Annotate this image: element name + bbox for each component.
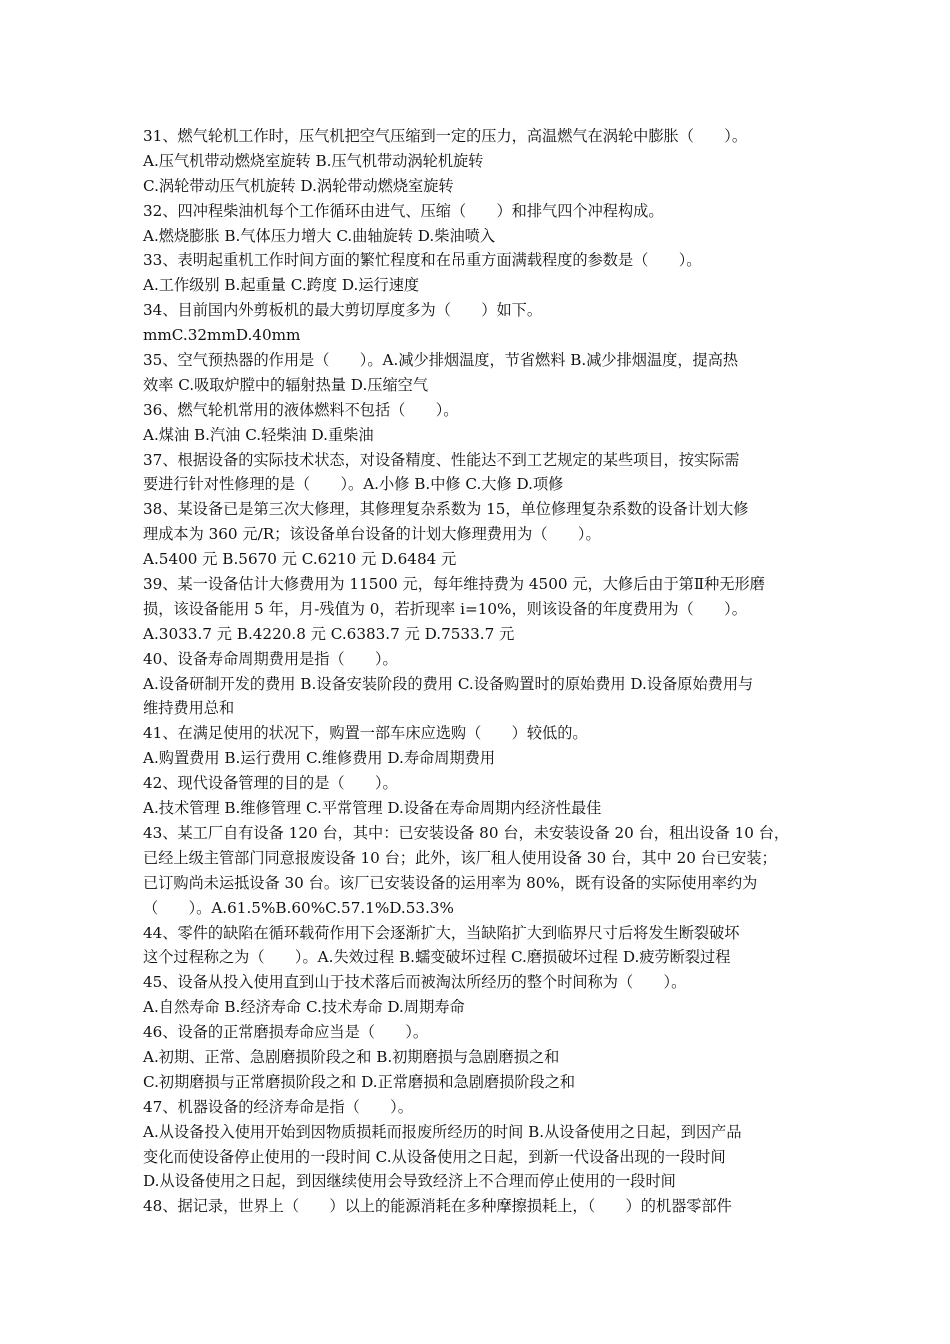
text-line: 已订购尚未运抵设备 30 台。该厂已安装设备的运用率为 80%，既有设备的实际使用率约为 bbox=[143, 873, 758, 892]
text-line: A.燃烧膨胀 B.气体压力增大 C.曲轴旋转 D.柴油喷入 bbox=[143, 226, 496, 245]
text-line: A.压气机带动燃烧室旋转 B.压气机带动涡轮机旋转 bbox=[143, 151, 484, 170]
text-line: 已经上级主管部门同意报废设备 10 台；此外，该厂租人使用设备 30 台，其中 20 台已安装； bbox=[143, 848, 777, 867]
text-line: 维持费用总和 bbox=[143, 699, 235, 718]
text-line: A.购置费用 B.运行费用 C.维修费用 D.寿命周期费用 bbox=[143, 749, 496, 768]
text-line: 37、根据设备的实际技术状态，对设备精度、性能达不到工艺规定的某些项目，按实际需 bbox=[143, 450, 740, 469]
text-line: 47、机器设备的经济寿命是指（ ）。 bbox=[143, 1097, 413, 1116]
text-line: A.设备研制开发的费用 B.设备安装阶段的费用 C.设备购置时的原始费用 D.设备原始费用与 bbox=[143, 674, 754, 693]
text-line: A.初期、正常、急剧磨损阶段之和 B.初期磨损与急剧磨损之和 bbox=[143, 1047, 560, 1066]
text-line: mmC.32mmD.40mm bbox=[143, 326, 301, 345]
text-line: 36、燃气轮机常用的液体燃料不包括（ ）。 bbox=[143, 400, 459, 419]
text-line: A.3033.7 元 B.4220.8 元 C.6383.7 元 D.7533.7 元 bbox=[143, 624, 515, 643]
text-line: 理成本为 360 元/R；该设备单台设备的计划大修理费用为（ ）。 bbox=[143, 525, 601, 544]
text-line: 34、目前国内外剪板机的最大剪切厚度多为（ ）如下。 bbox=[143, 301, 543, 320]
text-line: 45、设备从投入使用直到山于技术落后而被淘汰所经历的整个时间称为（ ）。 bbox=[143, 973, 687, 992]
text-line: A.从设备投入使用开始到因物质损耗而报废所经历的时间 B.从设备使用之日起，到因产品 bbox=[143, 1122, 742, 1141]
text-line: C.初期磨损与正常磨损阶段之和 D.正常磨损和急剧磨损阶段之和 bbox=[143, 1072, 576, 1091]
text-line: 31、燃气轮机工作时，压气机把空气压缩到一定的压力，高温燃气在涡轮中膨胀（ ）。 bbox=[143, 127, 748, 145]
text-line: （ ）。A.61.5%B.60%C.57.1%D.53.3% bbox=[143, 898, 454, 917]
text-line: A.工作级别 B.起重量 C.跨度 D.运行速度 bbox=[143, 276, 420, 295]
text-line: 损，该设备能用 5 年，月-残值为 0，若折现率 i=10%，则该设备的年度费用为（ ）。 bbox=[143, 599, 747, 618]
text-line: 变化而使设备停止使用的一段时间 C.从设备使用之日起，到新一代设备出现的一段时间 bbox=[143, 1147, 726, 1166]
text-line: 40、设备寿命周期费用是指（ ）。 bbox=[143, 649, 398, 668]
text-line: 32、四冲程柴油机每个工作循环由进气、压缩（ ）和排气四个冲程构成。 bbox=[143, 201, 664, 220]
text-line: A.自然寿命 B.经济寿命 C.技术寿命 D.周期寿命 bbox=[143, 998, 465, 1017]
text-line: 41、在满足使用的状况下，购置一部车床应选购（ ）较低的。 bbox=[143, 724, 588, 743]
text-line: 44、零件的缺陷在循环载荷作用下会逐渐扩大，当缺陷扩大到临界尺寸后将发生断裂破坏 bbox=[143, 923, 740, 942]
text-line: 效率 C.吸取炉膛中的辐射热量 D.压缩空气 bbox=[143, 375, 429, 394]
text-line: 38、某设备已是第三次大修理，其修理复杂系数为 15，单位修理复杂系数的设备计划大修 bbox=[143, 500, 749, 519]
text-line: 35、空气预热器的作用是（ ）。A.减少排烟温度，节省燃料 B.减少排烟温度，提高热 bbox=[143, 351, 739, 370]
text-line: 33、表明起重机工作时间方面的繁忙程度和在吊重方面满载程度的参数是（ ）。 bbox=[143, 251, 702, 270]
text-line: 这个过程称之为（ ）。A.失效过程 B.蠕变破坏过程 C.磨损破坏过程 D.疲劳断裂过程 bbox=[143, 948, 731, 967]
text-line: D.从设备使用之日起，到因继续使用会导致经济上不合理而停止使用的一段时间 bbox=[143, 1172, 676, 1191]
text-line: 46、设备的正常磨损寿命应当是（ ）。 bbox=[143, 1023, 429, 1042]
text-line: 48、据记录，世界上（ ）以上的能源消耗在多种摩擦损耗上，（ ）的机器零部件 bbox=[143, 1197, 732, 1216]
text-line: 要进行针对性修理的是（ ）。A.小修 B.中修 C.大修 D.项修 bbox=[143, 475, 564, 494]
text-line: A.5400 元 B.5670 元 C.6210 元 D.6484 元 bbox=[143, 550, 457, 569]
text-line: 39、某一设备估计大修费用为 11500 元，每年维持费为 4500 元，大修后由于第Ⅱ种无形磨 bbox=[143, 575, 765, 594]
text-line: A.技术管理 B.维修管理 C.平常管理 D.设备在寿命周期内经济性最佳 bbox=[143, 799, 602, 818]
text-line: 43、某工厂自有设备 120 台，其中：已安装设备 80 台，未安装设备 20 台，租出设备 10 台， bbox=[143, 823, 790, 842]
text-line: A.煤油 B.汽油 C.轻柴油 D.重柴油 bbox=[143, 425, 374, 444]
text-line: 42、现代设备管理的目的是（ ）。 bbox=[143, 774, 398, 793]
document-body bbox=[143, 124, 815, 1219]
text-line: C.涡轮带动压气机旋转 D.涡轮带动燃烧室旋转 bbox=[143, 176, 454, 195]
